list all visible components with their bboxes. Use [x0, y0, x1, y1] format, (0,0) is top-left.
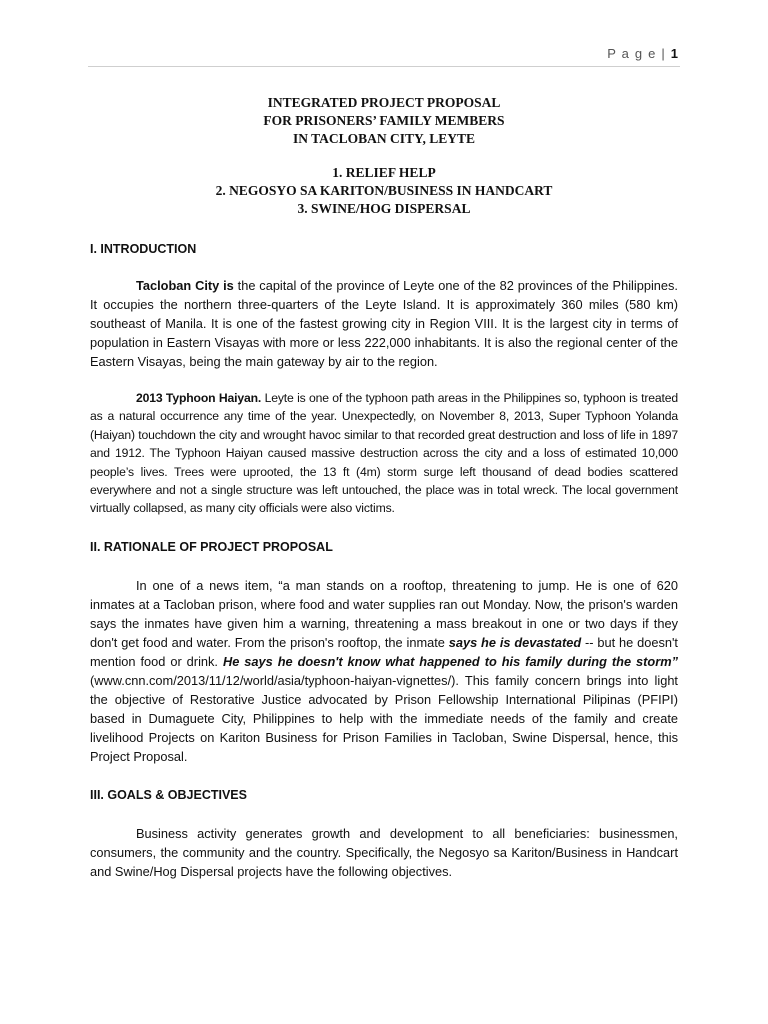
page-header: [607, 46, 678, 61]
title-line-2: FOR PRISONERS’ FAMILY MEMBERS: [263, 113, 505, 128]
page-separator: |: [661, 46, 666, 61]
introduction-heading: I. INTRODUCTION: [90, 242, 197, 256]
intro-paragraph-1: [90, 276, 678, 371]
title-line-3: IN TACLOBAN CITY, LEYTE: [292, 131, 476, 146]
document-title: [90, 94, 678, 148]
rationale-emphasis-2: He says he doesn't know what happened to his family during the storm”: [222, 653, 678, 669]
rationale-emphasis-1: says he is devastated: [448, 634, 582, 650]
rationale-heading: II. RATIONALE OF PROJECT PROPOSAL: [90, 539, 333, 554]
project-item: 2. NEGOSYO SA KARITON/BUSINESS IN HANDCART: [215, 183, 553, 198]
intro-paragraph-2: [90, 389, 678, 518]
page-number: 1: [670, 46, 678, 61]
intro-bold-lead: Tacloban City is: [136, 278, 234, 293]
goals-heading: III. GOALS & OBJECTIVES: [90, 787, 247, 802]
typhoon-bold-lead: 2013 Typhoon Haiyan.: [136, 391, 262, 405]
page-label: P a g e: [607, 46, 657, 61]
rationale-paragraph: [90, 576, 678, 766]
header-rule: [88, 66, 680, 67]
document-body: [90, 94, 678, 881]
project-item: 3. SWINE/HOG DISPERSAL: [297, 201, 471, 216]
project-item: 1. RELIEF HELP: [332, 165, 436, 180]
goals-paragraph: Business activity generates growth and development to all beneficiaries: businessmen, consumers, the community and the country. Specifically, the Negosyo sa Kariton/Business in Handcart and Swine/Hog Dispersal projects have the following objectives.: [90, 825, 678, 879]
rationale-text-1: In one of a news item, “a man stands on a rooftop, threatening to jump. He is one of 620 inmates at a Tacloban prison, where food and water supplies ran out Monday. Now, the prison's warden says the inmates have given him a warning, threatening a mass breakout in one or two days if they don't get food and water. From the prison's rooftop, the inmate: [90, 577, 678, 650]
rationale-text-2: -- but he doesn't mention food or drink.: [90, 634, 678, 669]
intro-text: the capital of the province of Leyte one of the 82 provinces of the Philippines. It occupies the northern three-quarters of the Leyte Island. It is approximately 360 miles (580 km) southeast of Manila. It is one of the fastest growing city in Region VIII. It is the largest city in terms of population in Eastern Visayas with more or less 222,000 inhabitants. It is also the regional center of the Eastern Visayas, being the main gateway by air to the region.: [90, 278, 678, 369]
title-line-1: INTEGRATED PROJECT PROPOSAL: [267, 95, 501, 110]
project-list: [90, 164, 678, 218]
rationale-text-3: (www.cnn.com/2013/11/12/world/asia/typhoon-haiyan-vignettes/). This family concern brings into light the objective of Restorative Justice advocated by Prison Fellowship International Pilipinas (PFIPI) based in Dumaguete City, Philippines to help with the immediate needs of the family and create livelihood Projects on Kariton Business for Prison Families in Tacloban, Swine Dispersal, hence, this Project Proposal.: [90, 672, 678, 764]
typhoon-text: Leyte is one of the typhoon path areas in the Philippines so, typhoon is treated as a natural occurrence any time of the year. Unexpectedly, on November 8, 2013, Super Typhoon Yolanda (Haiyan) touchdown the city and wrought havoc similar to that recorded great destruction and loss of life in 1897 and 1912. The Typhoon Haiyan caused massive destruction across the city and a loss of estimated 10,000 people’s lives. Trees were uprooted, the 13 ft (4m) storm surge left thousand of dead bodies scattered everywhere and not a single structure was left untouched, the place was in total wreck. The local government virtually collapsed, as many city officials were also victims.: [90, 391, 678, 516]
